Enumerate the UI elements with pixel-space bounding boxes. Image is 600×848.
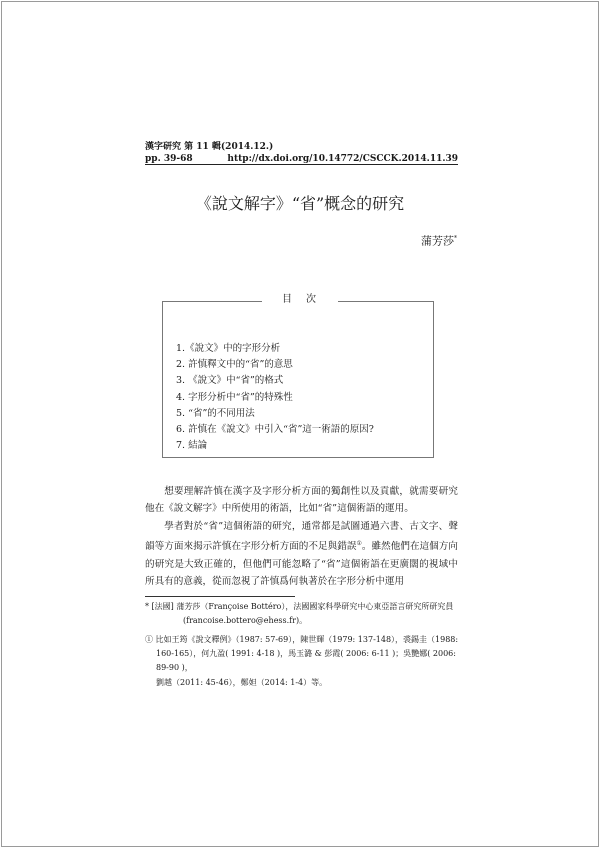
body-text <box>145 483 458 591</box>
toc-heading: 目 次 <box>262 292 338 308</box>
footnote-1 <box>145 633 465 690</box>
toc-item: 2. 許慎釋文中的“省”的意思 <box>176 359 293 371</box>
toc-list <box>176 341 374 454</box>
page-range: pp. 39-68 <box>145 154 193 164</box>
footnote-rule <box>145 596 295 597</box>
toc-item: 3. 《說文》中“省”的格式 <box>176 375 284 387</box>
affiliation-line: * [法國] 蒲芳莎（Françoise Bottéro），法國國家科學研究中心東亞語言研究所研究員 <box>145 602 454 611</box>
doi-link[interactable]: http://dx.doi.org/10.14772/CSCCK.2014.11.39 <box>227 154 458 164</box>
paragraph-2 <box>145 518 458 591</box>
paper-title: 《說文解字》“省”概念的研究 <box>195 194 405 213</box>
author <box>421 232 457 249</box>
author-affiliation-note <box>145 600 465 628</box>
toc-item: 6. 許慎在《說文》中引入“省”這一術語的原因? <box>176 424 374 436</box>
toc-item: 1.《說文》中的字形分析 <box>176 343 281 354</box>
author-footnote-mark: * <box>454 235 457 242</box>
toc-item: 5. “省”的不同用法 <box>176 407 255 419</box>
toc-item: 7. 結論 <box>176 440 208 452</box>
paragraph-2-part-b: 。雖然他們在這個方向的研究是大致正確的，但他們可能忽略了“省”這個術語在更廣闊的視域中所具有的意義，從而忽視了許慎爲何執著於在字形分析中運用 <box>145 541 458 588</box>
footnote-1-line: ① 比如王筠《說文釋例》（1987: 57-69），陳世輝（1979: 137-148），裘錫圭（1988: <box>145 635 459 644</box>
footnote-1-line: 劉越（2011: 45-46），鄭妲（2014: 1-4）等。 <box>156 677 328 687</box>
journal-header: 漢字研究 第 11 輯(2014.12.) <box>145 142 274 152</box>
toc-item: 4. 字形分析中“省”的特殊性 <box>176 391 293 403</box>
paragraph-2-part-a: 學者對於“省”這個術語的研究，通常都是試圖通過六書、古文字、聲韻等方面來揭示許慎在字形分析方面的不足與錯誤 <box>145 520 458 553</box>
paragraph-1: 想要理解許慎在漢字及字形分析方面的獨創性以及貢獻，就需要研究他在《說文解字》中所使用的術語，比如“省”這個術語的運用。 <box>145 486 458 515</box>
author-name: 蒲芳莎 <box>421 234 454 248</box>
footnote-ref[interactable]: ① <box>356 540 362 548</box>
header-rule <box>145 164 458 165</box>
footnote-1-line: 160-165），何九盈( 1991: 4-18 )，馬玉潞 & 彭霞( 2006: 6-11 )；吳艷娜( 2006: 89-90 )， <box>156 649 456 673</box>
affiliation-email: (francoise.bottero@ehess.fr)。 <box>183 616 308 626</box>
